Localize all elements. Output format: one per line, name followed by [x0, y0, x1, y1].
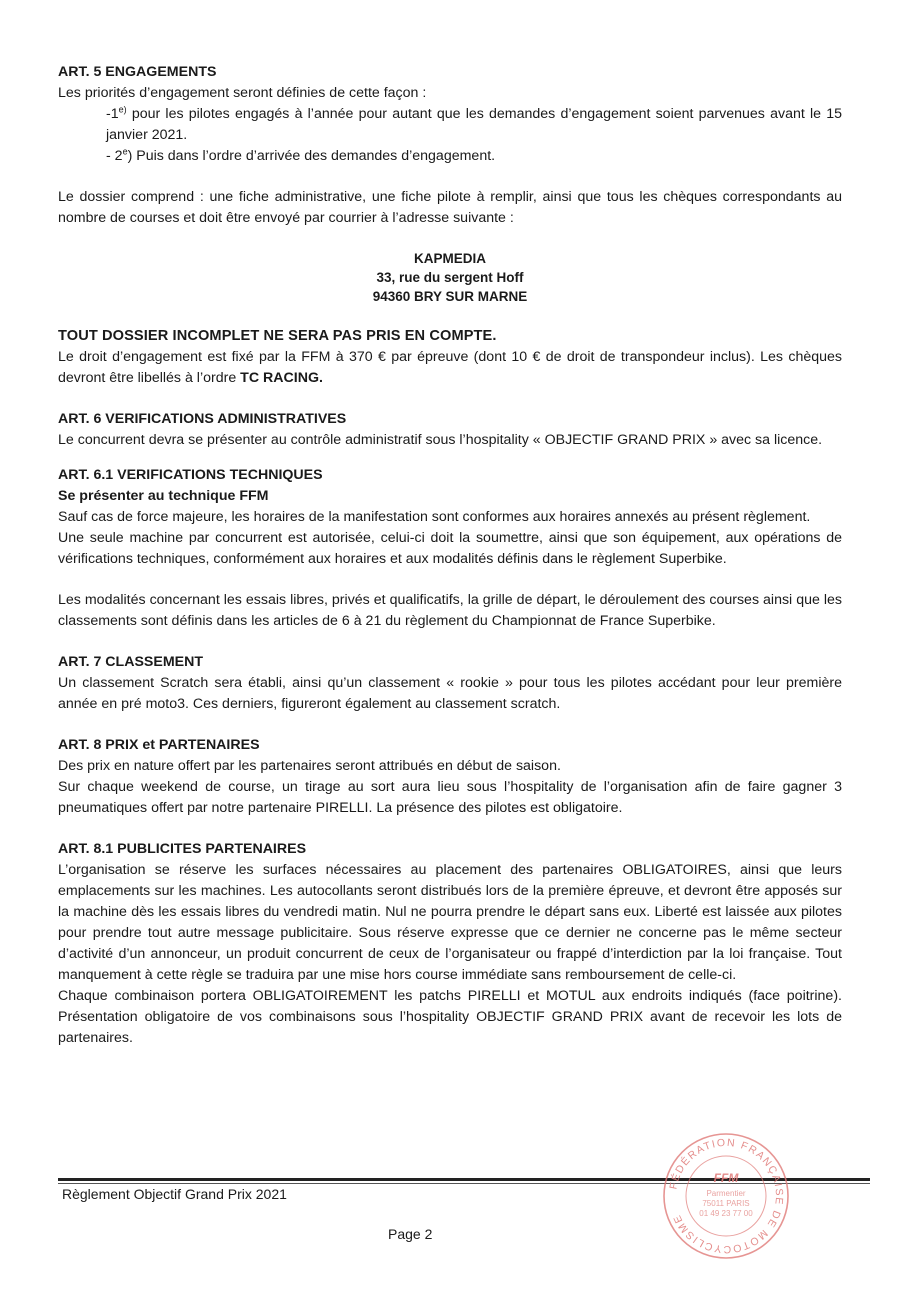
art5-intro: Les priorités d’engagement seront définies de cette façon : — [58, 85, 427, 101]
address-line: 94360 BRY SUR MARNE — [372, 289, 528, 304]
art5-dossier: Le dossier comprend : une fiche administrative, une fiche pilote à remplir, ainsi que tous les chèques correspondants au nombre de courses et doit être envoyé par courrier à l’adresse suivante : — [58, 189, 842, 226]
art7-heading: ART. 7 CLASSEMENT — [58, 654, 204, 670]
stamp-ring-text: FÉDÉRATION FRANÇAISE DE MOTOCYCLISME — [667, 1136, 786, 1256]
art7-text: Un classement Scratch sera établi, ainsi qu’un classement « rookie » pour tous les pilotes accédant pour leur première année en pré moto3. Ces derniers, figureront également au classement scratch. — [58, 675, 842, 712]
address-line: KAPMEDIA — [413, 251, 486, 266]
address-line: 33, rue du sergent Hoff — [376, 270, 524, 285]
art6-text: Le concurrent devra se présenter au contrôle administratif sous l’hospitality « OBJECTIF GRAND PRIX » avec sa licence. — [58, 432, 823, 448]
payee-name: TC RACING. — [240, 370, 323, 386]
art81-paragraph: Chaque combinaison portera OBLIGATOIREMENT les patchs PIRELLI et MOTUL aux endroits indiqués (face poitrine). Présentation obligatoire de vos combinaisons sous l’hospitality OBJECTIF GRAND PRIX avant de recevoir les lots de partenaires. — [58, 988, 842, 1046]
art81-heading: ART. 8.1 PUBLICITES PARTENAIRES — [58, 841, 307, 857]
stamp-logo: FFM — [713, 1171, 739, 1185]
mailing-address — [58, 249, 842, 306]
art5-item2: - 2e) Puis dans l’ordre d’arrivée des demandes d’engagement. — [106, 146, 496, 164]
art8-paragraph: Des prix en nature offert par les partenaires seront attribués en début de saison. — [58, 758, 561, 774]
footer-title: Règlement Objectif Grand Prix 2021 — [62, 1186, 287, 1202]
art8-heading: ART. 8 PRIX et PARTENAIRES — [58, 737, 260, 753]
document-body — [58, 62, 842, 1049]
art61-paragraph: Une seule machine par concurrent est autorisée, celui-ci doit la soumettre, ainsi que son équipement, aux opérations de vérifications techniques, conformément aux horaires et aux modalités définis dans le règlement Superbike. — [58, 530, 842, 567]
art81-paragraph: L’organisation se réserve les surfaces nécessaires au placement des partenaires OBLIGATOIRES, ainsi que leurs emplacements sur les machines. Les autocollants seront distribués lors de la première épreuve, et devront être apposés sur la machine dès les essais libres du vendredi matin. Nul ne pourra prendre le départ sans eux. Liberté est laissée aux pilotes pour prendre tout autre message publicitaire. Sous réserve expresse que ce dernier ne concerne pas le même secteur d’activité d’un annonceur, un produit concurrent de ceux de l’organisateur ou frappé d’interdiction par la loi française. Tout manquement à cette règle se traduira par une mise hors course immédiate sans remboursement de celle-ci. — [58, 862, 842, 983]
stamp-line: 01 49 23 77 00 — [699, 1209, 753, 1218]
stamp-line: Parmentier — [706, 1189, 746, 1198]
stamp-line: 75011 PARIS — [702, 1199, 750, 1208]
art61-paragraph: Les modalités concernant les essais libres, privés et qualificatifs, la grille de départ, le déroulement des courses ainsi que les classements sont définis dans les articles de 6 à 21 du règlement du Championnat de France Superbike. — [58, 592, 842, 629]
federation-stamp-icon — [660, 1130, 792, 1262]
art5-heading: ART. 5 ENGAGEMENTS — [58, 64, 217, 80]
incomplete-warning: TOUT DOSSIER INCOMPLET NE SERA PAS PRIS EN COMPTE. — [58, 328, 497, 344]
art61-subheading: Se présenter au technique FFM — [58, 488, 269, 504]
page-number: Page 2 — [388, 1226, 433, 1242]
art61-heading: ART. 6.1 VERIFICATIONS TECHNIQUES — [58, 467, 323, 483]
art6-heading: ART. 6 VERIFICATIONS ADMINISTRATIVES — [58, 411, 347, 427]
art5-item1: -1$^{e)}$ pour les pilotes engagés à l’année pour autant que les demandes d’engagement soient parvenues avant le 15 janvier 2021. — [106, 104, 842, 143]
entry-fee-text: Le droit d’engagement est fixé par la FFM à 370 € par épreuve (dont 10 € de droit de transpondeur inclus). Les chèques devront être libellés à l’ordre TC RACING. — [58, 349, 842, 386]
art8-paragraph: Sur chaque weekend de course, un tirage au sort aura lieu sous l’hospitality de l’organisation afin de faire gagner 3 pneumatiques offert par notre partenaire PIRELLI. La présence des pilotes est obligatoire. — [58, 779, 842, 816]
art61-paragraph: Sauf cas de force majeure, les horaires de la manifestation sont conformes aux horaires annexés au présent règlement. — [58, 509, 811, 525]
